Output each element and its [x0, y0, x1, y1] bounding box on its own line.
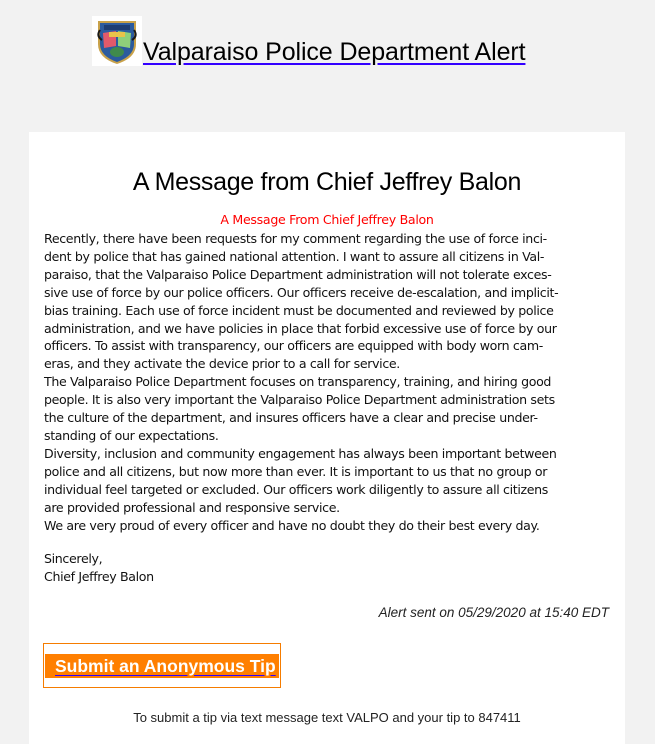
message-line: The Valparaiso Police Department focuses on transparency, training, and hiring good — [44, 374, 552, 390]
message-body — [44, 230, 619, 534]
message-line: individual feel targeted or excluded. Our officers work diligently to assure all citizens — [44, 481, 548, 497]
police-badge-icon[interactable] — [92, 16, 142, 66]
alert-header — [0, 0, 655, 132]
message-line: the culture of the department, and insures officers have a clear and precise under- — [44, 410, 538, 426]
alert-sent-timestamp: Alert sent on 05/29/2020 at 15:40 EDT — [378, 605, 609, 620]
page-title: A Message from Chief Jeffrey Balon — [132, 168, 522, 196]
message-line: Recently, there have been requests for my comment regarding the use of force inci- — [44, 231, 547, 246]
message-line: eras, and they activate the device prior to a call for service. — [44, 356, 400, 372]
submit-anonymous-tip-button[interactable]: Submit an Anonymous Tip — [45, 654, 279, 678]
message-card — [29, 132, 625, 744]
message-line: officers. To assist with transparency, our officers are equipped with body worn cam- — [44, 338, 543, 354]
department-alert-link[interactable]: Valparaiso Police Department Alert — [143, 38, 526, 66]
signature: Chief Jeffrey Balon — [44, 568, 154, 584]
signature-block — [44, 550, 154, 586]
sms-tip-instructions: To submit a tip via text message text VALPO and your tip to 847411 — [133, 710, 521, 725]
message-line: sive use of force by our police officers. Our officers receive de-escalation, and implicit- — [44, 284, 559, 300]
message-line: paraiso, that the Valparaiso Police Department administration will not tolerate exces- — [44, 266, 552, 282]
closing: Sincerely, — [44, 551, 103, 566]
message-line: bias training. Each use of force incident must be documented and reviewed by police — [44, 302, 554, 318]
tip-button-container — [43, 643, 281, 688]
message-line: administration, and we have policies in place that forbid excessive use of force by our — [44, 320, 557, 336]
message-subtitle: A Message From Chief Jeffrey Balon — [220, 212, 434, 227]
message-line: police and all citizens, but now more than ever. It is important to us that no group or — [44, 463, 548, 479]
message-line: dent by police that has gained national attention. I want to assure all citizens in Val- — [44, 248, 545, 264]
message-line: standing of our expectations. — [44, 427, 219, 443]
message-line: are provided professional and responsive service. — [44, 499, 340, 515]
message-line: We are very proud of every officer and have no doubt they do their best every day. — [44, 517, 540, 533]
message-line: people. It is also very important the Valparaiso Police Department administration sets — [44, 392, 555, 408]
message-line: Diversity, inclusion and community engagement has always been important between — [44, 445, 557, 461]
